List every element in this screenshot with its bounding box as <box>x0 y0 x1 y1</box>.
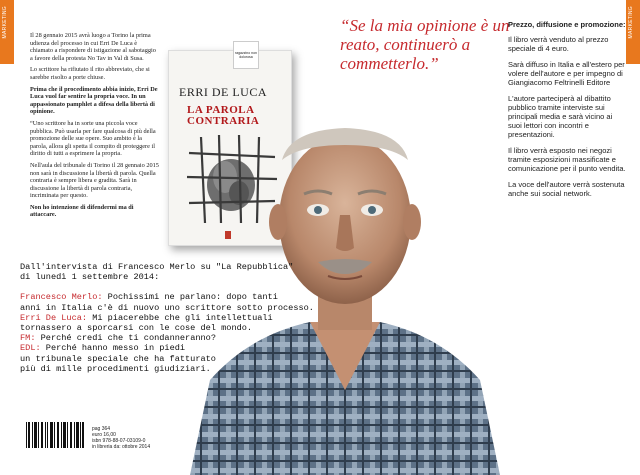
interview-intro-line: Dall'intervista di Francesco Merlo su "La Repubblica" <box>20 262 294 272</box>
promotion-paragraph: L'autore parteciperà al dibattito pubblico tramite interviste sui principali media e sarà vicino ai suoi lettori con incontri e presentazioni. <box>508 94 613 139</box>
book-release-date: in libreria da: ottobre 2014 <box>92 444 151 450</box>
interview-line <box>20 303 355 313</box>
interview-text: Pochissimi ne parlano: dopo tanti <box>102 292 278 303</box>
interview-line <box>20 323 355 333</box>
interview-text: tornassero a sporcarsi con le cose del mondo. <box>20 323 253 334</box>
interview-line <box>20 333 355 343</box>
interview-speaker: FM: <box>20 333 36 344</box>
interview-text: Perché credi che ti condanneranno? <box>35 333 216 344</box>
pull-quote: “Se la mia opinione è un reato, continuerò a commetterlo.” <box>340 16 510 73</box>
book-author: ERRI DE LUCA <box>179 85 267 99</box>
section-tab-label: MARKETING <box>628 6 634 39</box>
interview-text: anni in Italia c'è di nuovo uno scrittore sotto processo. <box>20 302 314 313</box>
synopsis-paragraph: Nell'aula del tribunale di Torino il 28 gennaio 2015 non sarà in discussione la libertà di parola. Quella contraria è sempre libera e gradita. Sarà in discussione la libertà di parola contraria, incriminata per questo. <box>30 161 159 200</box>
synopsis-paragraph: Il 28 gennaio 2015 avrà luogo a Torino la prima udienza del processo in cui Erri De Luca è chiamato a rispondere di istigazione al sabotaggio a favore della protesta No Tav in Val di Susa. <box>30 32 156 62</box>
book-title-line: LA PAROLA <box>187 104 255 116</box>
interview-line <box>20 343 355 353</box>
interview-line <box>20 313 355 323</box>
book-title-line: CONTRARIA <box>187 115 260 127</box>
interview-speaker: Erri De Luca: <box>20 312 88 323</box>
section-tab-label: MARKETING <box>2 6 8 39</box>
interview-text: Mi piacerebbe che gli intellettuali <box>87 312 273 323</box>
section-tab-left <box>0 0 14 64</box>
book-isbn: isbn 978-88-07-03109-0 <box>92 438 146 444</box>
interview-text: Perché hanno messo in piedi <box>40 343 186 354</box>
synopsis-paragraph-bold: Non ho intenzione di difendermi ma di attaccare. <box>30 203 134 219</box>
barcode-image <box>24 420 86 452</box>
promotion-paragraph: La voce dell'autore verrà sostenuta anche sui social network. <box>508 180 625 198</box>
promotion-paragraph: Il libro verrà venduto al prezzo speciale di 4 euro. <box>508 35 609 53</box>
section-tab-right <box>626 0 640 64</box>
interview-speaker: Francesco Merlo: <box>20 292 103 303</box>
synopsis-paragraph: Lo scrittore ha rifiutato il rito abbreviato, che si sarebbe risolto a porte chiuse. <box>30 66 150 81</box>
promotion-paragraph: Sarà diffuso in Italia e all'estero per volere dell'autore e per impegno di Giangiacomo Feltrinelli Editore <box>508 60 625 87</box>
interview-excerpt <box>20 262 355 374</box>
interview-speaker: EDL: <box>20 343 41 354</box>
book-pages: pag 364 <box>92 426 111 432</box>
synopsis-column <box>30 32 160 223</box>
interview-line <box>20 292 355 302</box>
interview-line <box>20 354 355 364</box>
book-price: euro 16,00 <box>92 432 116 438</box>
book-details <box>92 426 150 450</box>
interview-text: un tribunale speciale che ha fatturato <box>20 353 216 364</box>
synopsis-paragraph-bold: Prima che il procedimento abbia inizio, Erri De Luca vuol far sentire la propria voce. In un appassionato pamphlet a difesa della libertà di opinione. <box>30 85 158 116</box>
promotion-heading: Prezzo, diffusione e promozione: <box>508 20 626 29</box>
synopsis-paragraph: “Uno scrittore ha in sorte una piccola voce pubblica. Può usarla per fare qualcosa di più della promozione delle sue opere. Suo ambito è la parola, allora gli spetta il compito di proteggere il diritto di tutti a esprimere la propria. <box>30 119 156 158</box>
interview-intro-line: di lunedì 1 settembre 2014: <box>20 272 160 283</box>
interview-line <box>20 364 355 374</box>
book-sticker: ragazzino non dolorosa <box>233 41 259 69</box>
interview-intro <box>20 262 355 282</box>
promotion-column <box>508 20 626 205</box>
promotion-paragraph: Il libro verrà esposto nei negozi tramite esposizioni massificate e comunicazione per il punto vendita. <box>508 146 626 173</box>
interview-text: più di mille procedimenti giudiziari. <box>20 363 211 374</box>
